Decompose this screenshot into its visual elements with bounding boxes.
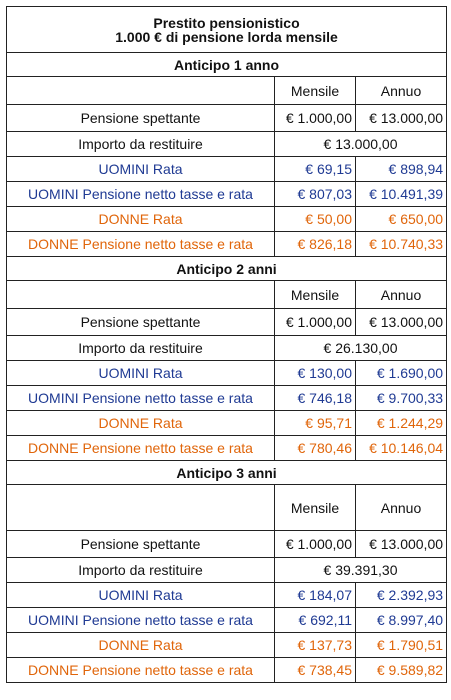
table-row (7, 207, 447, 232)
section-heading: Anticipo 3 anni (7, 461, 447, 485)
title-line-2: 1.000 € di pensione lorda mensile (115, 28, 338, 45)
table-row (7, 361, 447, 386)
row-label: Importo da restituire (7, 132, 275, 157)
cell-annuo: € 10.146,04 (356, 436, 447, 461)
table-row (7, 411, 447, 436)
row-label: DONNE Rata (7, 207, 275, 232)
table-row (7, 157, 447, 182)
cell-merged-amount: € 13.000,00 (275, 132, 447, 157)
cell-mensile: € 780,46 (275, 436, 356, 461)
column-header-blank (7, 485, 275, 531)
cell-merged-amount: € 39.391,30 (275, 558, 447, 583)
column-header-annuo: Annuo (356, 77, 447, 105)
table-row (7, 583, 447, 608)
table-row (7, 633, 447, 658)
row-label: Importo da restituire (7, 336, 275, 361)
cell-annuo: € 2.392,93 (356, 583, 447, 608)
table-row (7, 658, 447, 683)
row-label: UOMINI Pensione netto tasse e rata (7, 386, 275, 411)
row-label: DONNE Pensione netto tasse e rata (7, 436, 275, 461)
cell-mensile: € 807,03 (275, 182, 356, 207)
table-title (7, 7, 447, 53)
cell-annuo: € 1.244,29 (356, 411, 447, 436)
column-header-row (7, 485, 447, 531)
row-label: UOMINI Rata (7, 583, 275, 608)
table-row (7, 436, 447, 461)
column-header-annuo: Annuo (356, 485, 447, 531)
table-row (7, 105, 447, 132)
pension-loan-table (6, 6, 447, 683)
row-label: UOMINI Rata (7, 157, 275, 182)
cell-annuo: € 13.000,00 (356, 531, 447, 558)
cell-annuo: € 898,94 (356, 157, 447, 182)
row-label: Pensione spettante (7, 531, 275, 558)
cell-mensile: € 1.000,00 (275, 309, 356, 336)
cell-mensile: € 95,71 (275, 411, 356, 436)
table-row (7, 232, 447, 257)
cell-annuo: € 9.589,82 (356, 658, 447, 683)
cell-annuo: € 13.000,00 (356, 105, 447, 132)
section-heading-row (7, 257, 447, 281)
cell-mensile: € 1.000,00 (275, 531, 356, 558)
table-row (7, 608, 447, 633)
table-row (7, 558, 447, 583)
section-heading: Anticipo 2 anni (7, 257, 447, 281)
cell-mensile: € 1.000,00 (275, 105, 356, 132)
cell-merged-amount: € 26.130,00 (275, 336, 447, 361)
column-header-row (7, 281, 447, 309)
row-label: Pensione spettante (7, 105, 275, 132)
column-header-blank (7, 77, 275, 105)
row-label: UOMINI Pensione netto tasse e rata (7, 608, 275, 633)
section-heading-row (7, 461, 447, 485)
table-row (7, 386, 447, 411)
cell-mensile: € 184,07 (275, 583, 356, 608)
table-row (7, 182, 447, 207)
cell-annuo: € 10.491,39 (356, 182, 447, 207)
row-label: UOMINI Pensione netto tasse e rata (7, 182, 275, 207)
column-header-annuo: Annuo (356, 281, 447, 309)
table-row (7, 336, 447, 361)
title-line-1: Prestito pensionistico (153, 14, 300, 31)
row-label: Pensione spettante (7, 309, 275, 336)
row-label: Importo da restituire (7, 558, 275, 583)
column-header-row (7, 77, 447, 105)
column-header-mensile: Mensile (275, 77, 356, 105)
cell-mensile: € 50,00 (275, 207, 356, 232)
cell-annuo: € 13.000,00 (356, 309, 447, 336)
cell-mensile: € 746,18 (275, 386, 356, 411)
column-header-mensile: Mensile (275, 281, 356, 309)
row-label: DONNE Rata (7, 411, 275, 436)
table-row (7, 132, 447, 157)
row-label: DONNE Rata (7, 633, 275, 658)
cell-mensile: € 69,15 (275, 157, 356, 182)
section-heading: Anticipo 1 anno (7, 53, 447, 77)
table-row (7, 309, 447, 336)
row-label: UOMINI Rata (7, 361, 275, 386)
cell-annuo: € 1.690,00 (356, 361, 447, 386)
cell-annuo: € 8.997,40 (356, 608, 447, 633)
cell-annuo: € 650,00 (356, 207, 447, 232)
row-label: DONNE Pensione netto tasse e rata (7, 658, 275, 683)
cell-mensile: € 137,73 (275, 633, 356, 658)
cell-mensile: € 130,00 (275, 361, 356, 386)
cell-mensile: € 692,11 (275, 608, 356, 633)
section-heading-row (7, 53, 447, 77)
row-label: DONNE Pensione netto tasse e rata (7, 232, 275, 257)
cell-mensile: € 826,18 (275, 232, 356, 257)
cell-annuo: € 1.790,51 (356, 633, 447, 658)
cell-mensile: € 738,45 (275, 658, 356, 683)
pension-table-container (6, 6, 446, 683)
cell-annuo: € 9.700,33 (356, 386, 447, 411)
column-header-blank (7, 281, 275, 309)
title-row (7, 7, 447, 53)
table-row (7, 531, 447, 558)
column-header-mensile: Mensile (275, 485, 356, 531)
cell-annuo: € 10.740,33 (356, 232, 447, 257)
